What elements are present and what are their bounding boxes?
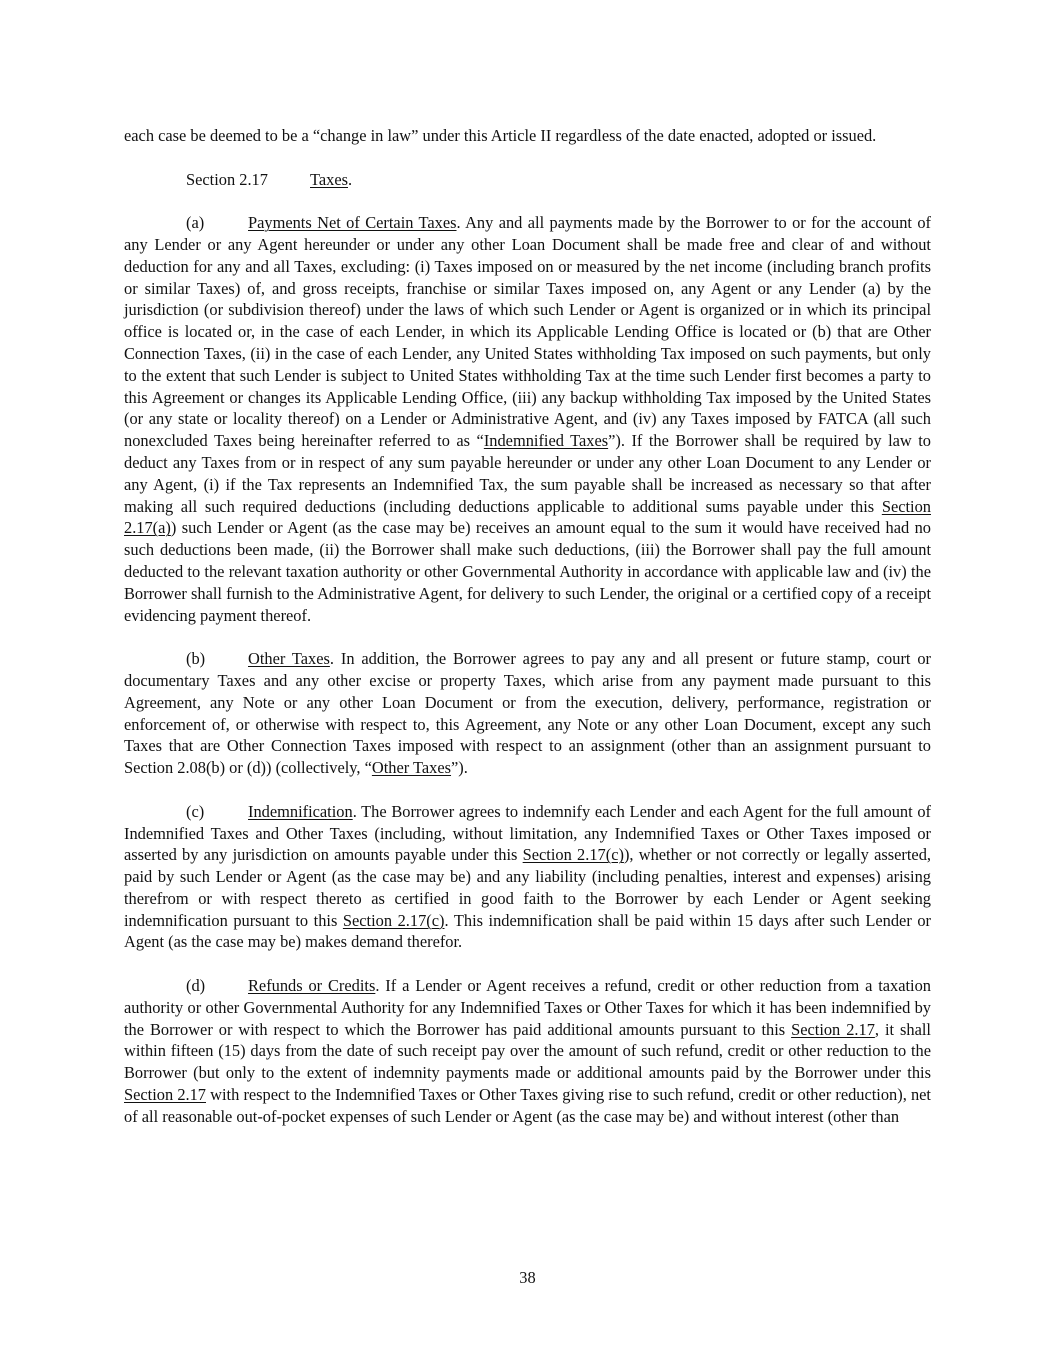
paragraph-c-heading: Indemnification (248, 801, 353, 821)
section-heading (124, 169, 931, 191)
paragraph-b-label: (b) (186, 649, 206, 669)
intro-text: each case be deemed to be a “change in law” under this Article II regardless of the date enacted, adopted or issued. (124, 126, 877, 145)
paragraph-a-section-ref: Section 2.17(a) (124, 496, 931, 538)
section-title: Taxes (310, 169, 348, 189)
paragraph-c-text-3: . This indemnification shall be paid within 15 days after such Lender or Agent (as the case may be) makes demand therefor. (124, 910, 932, 952)
paragraph-d-text-2: , it shall within fifteen (15) days from the date of such receipt pay over the amount of such refund, credit or other reduction to the Borrower (but only to the extent of indemnity payments made or additional amounts paid by the Borrower under this (124, 1019, 931, 1083)
paragraph-b-text-1: . In addition, the Borrower agrees to pay any and all present or future stamp, court or documentary Taxes and any other excise or property Taxes, which arise from any payment made pursuant to this Agreement, any Note or any other Loan Document or from the execution, delivery, performance, registration or enforcement of, or otherwise with respect to, this Agreement, any Note or any other Loan Document, except any such Taxes that are Other Connection Taxes imposed with respect to an assignment (other than an assignment pursuant to Section 2.08(b) or (d)) (collectively, “ (124, 649, 931, 778)
paragraph-d (124, 975, 931, 1128)
document-page (124, 125, 931, 1149)
paragraph-d-text-1: . If a Lender or Agent receives a refund, credit or other reduction from a taxation authority or other Governmental Authority for any Indemnified Taxes or Other Taxes for which it has been indemnified by the Borrower or with respect to which the Borrower has paid additional amounts pursuant to this (124, 976, 931, 1039)
paragraph-d-section-ref-2: Section 2.17 (124, 1085, 206, 1105)
page-number: 38 (519, 1268, 536, 1287)
paragraph-d-label: (d) (186, 976, 206, 996)
paragraph-c-section-ref-2: Section 2.17(c) (342, 910, 445, 930)
paragraph-c-section-ref-1: Section 2.17(c) (522, 845, 624, 865)
section-number: Section 2.17 (186, 169, 268, 189)
paragraph-b (124, 648, 931, 779)
paragraph-c-text-2: ), whether or not correctly or legally asserted, paid by such Lender or Agent (as the case may be) and any liability (including penalties, interest and expenses) arising therefrom or with respect thereto as certified in good faith to the Borrower by each Lender or Agent seeking indemnification pursuant to this (124, 845, 931, 930)
paragraph-c-text-1: . The Borrower agrees to indemnify each Lender and each Agent for the full amount of Indemnified Taxes and Other Taxes (including, without limitation, any Indemnified Taxes or Other Taxes imposed or asserted by any jurisdiction on amounts payable under this (124, 801, 931, 865)
intro-paragraph (124, 125, 931, 147)
paragraph-a-defined-term: Indemnified Taxes (483, 431, 609, 451)
paragraph-c (124, 801, 931, 954)
paragraph-a (124, 212, 931, 626)
paragraph-b-defined-term: Other Taxes (371, 758, 452, 778)
paragraph-a-text-3: ) such Lender or Agent (as the case may be) receives an amount equal to the sum it would have received had no such deductions been made, (ii) the Borrower shall make such deductions, (iii) the Borrower shall pay the full amount deducted to the relevant taxation authority or other Governmental Authority in accordance with applicable law and (iv) the Borrower shall furnish to the Administrative Agent, for delivery to such Lender, the original or a certified copy of a receipt evidencing payment thereof. (124, 518, 931, 625)
paragraph-b-text-2: ”). (451, 758, 468, 778)
paragraph-c-label: (c) (186, 801, 205, 821)
paragraph-d-text-3: with respect to the Indemnified Taxes or Other Taxes giving rise to such refund, credit or other reduction), net of all reasonable out-of-pocket expenses of such Lender or Agent (as the case may be) and without interest (other than (124, 1085, 931, 1126)
paragraph-d-heading: Refunds or Credits (248, 976, 376, 996)
paragraph-a-text-1: . Any and all payments made by the Borrower to or for the account of any Lender or any Agent hereunder or under any other Loan Document shall be made free and clear of and without deduction for any and all Taxes, excluding: (i) Taxes imposed on or measured by the net income (including branch profits or similar Taxes) of, and gross receipts, franchise or similar Taxes imposed on, any Agent or any Lender (a) by the jurisdiction (or subdivision thereof) under the laws of which such Lender or Agent is organized or in which its principal office is located or, in the case of each Lender, in which its Applicable Lending Office is located or (b) that are Other Connection Taxes, (ii) in the case of each Lender, any United States withholding Tax imposed on such payments, but only to the extent that such Lender is subject to United States withholding Tax at the time such Lender first becomes a party to this Agreement or changes its Applicable Lending Office, (iii) any backup withholding Tax imposed by the United States (or any state or locality thereof) on a Lender or Administrative Agent, and (iv) any Taxes imposed by FATCA (all such nonexcluded Taxes being hereinafter referred to as “ (124, 213, 931, 451)
section-title-suffix: . (348, 169, 353, 189)
paragraph-b-heading: Other Taxes (248, 649, 330, 669)
paragraph-a-heading: Payments Net of Certain Taxes (248, 213, 457, 233)
paragraph-d-section-ref-1: Section 2.17 (791, 1019, 875, 1039)
paragraph-a-label: (a) (186, 213, 205, 233)
paragraph-a-text-2: ”). If the Borrower shall be required by law to deduct any Taxes from or in respect of any sum payable hereunder or under any other Loan Document to any Lender or any Agent, (i) if the Tax represents an Indemnified Tax, the sum payable shall be increased as necessary so that after making all such required deductions (including deductions applicable to additional sums payable under this (124, 431, 931, 516)
